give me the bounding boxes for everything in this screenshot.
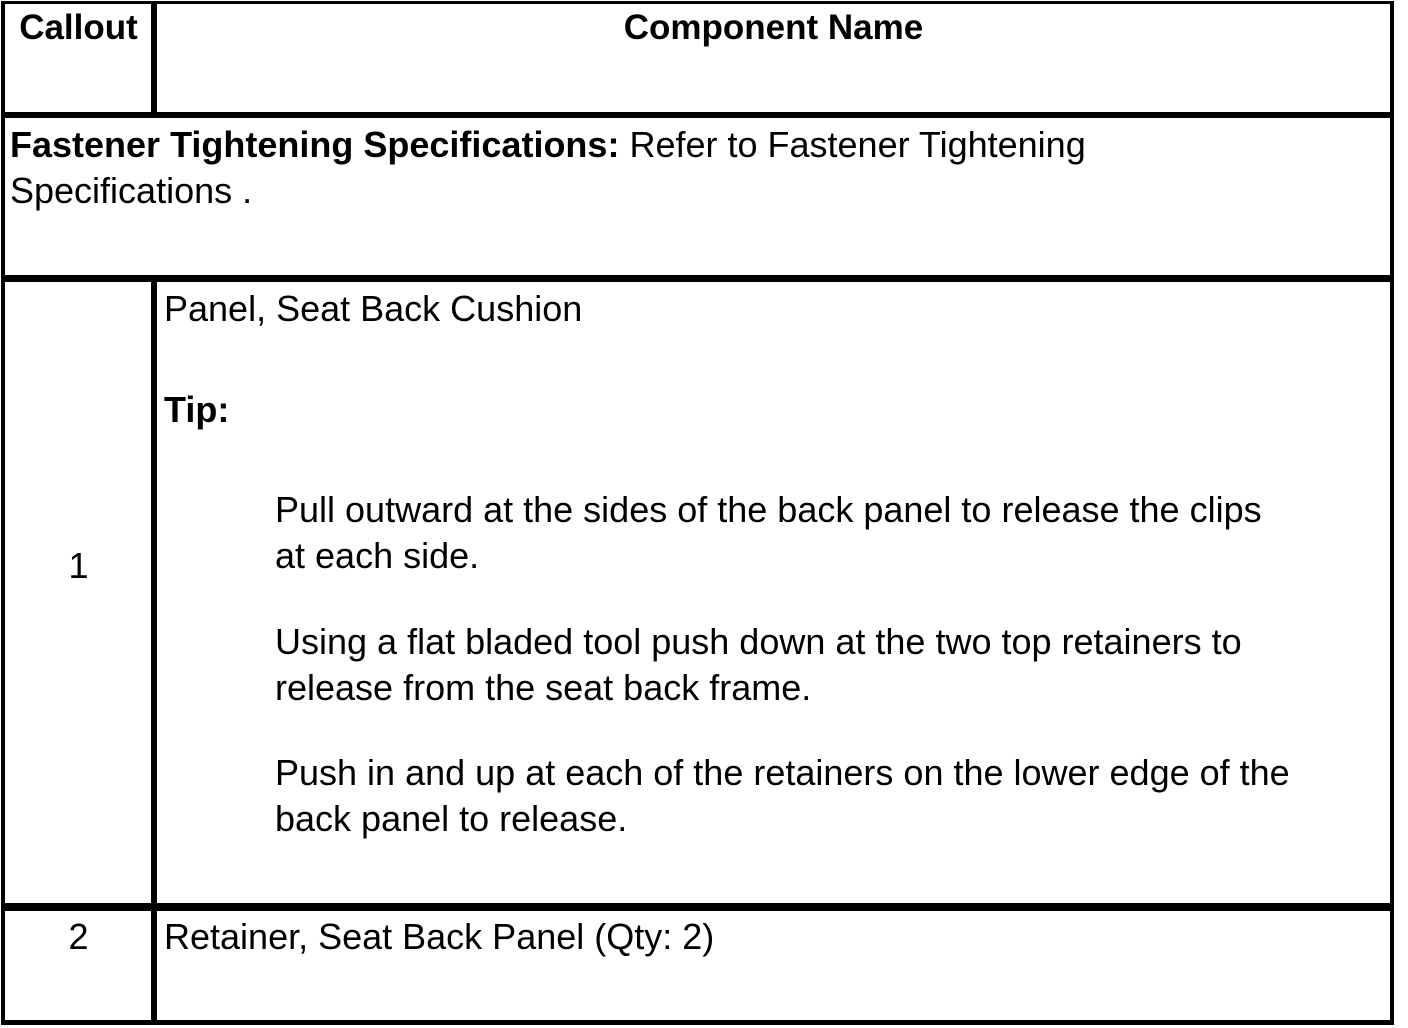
row-1-tip-1-line1: Pull outward at the sides of the back panel to release the clips (275, 489, 1262, 530)
row-1-tip-label: Tip: (164, 389, 230, 430)
row-1-tip-3-line2: back panel to release. (275, 798, 628, 839)
fastener-note-text-line1: Refer to Fastener Tightening (629, 124, 1086, 165)
fastener-note (10, 122, 1086, 168)
table-border-top (2, 1, 1394, 4)
row-1-callout: 1 (68, 545, 89, 586)
table-column-divider-rows (151, 280, 157, 1025)
row-1-tip-3-line1: Push in and up at each of the retainers on the lower edge of the (275, 752, 1290, 793)
header-component-name: Component Name (623, 8, 924, 47)
header-callout: Callout (19, 8, 138, 47)
row-1-tip-2-line1: Using a flat bladed tool push down at the two top retainers to (275, 621, 1242, 662)
fastener-note-label: Fastener Tightening Specifications: (10, 124, 620, 165)
row-1-component: Panel, Seat Back Cushion (164, 288, 583, 329)
table-border-right (1390, 1, 1394, 1025)
row-1-tip-2-line2: release from the seat back frame. (275, 667, 812, 708)
table-rule-header-bottom (2, 112, 1394, 118)
table-border-bottom (2, 1020, 1394, 1025)
fastener-note-text-line2: Specifications . (10, 170, 253, 211)
table-rule-row1-bottom (2, 903, 1394, 911)
row-2-component: Retainer, Seat Back Panel (Qty: 2) (164, 916, 715, 957)
table-border-left (1, 1, 5, 1025)
row-1-tip-1-line2: at each side. (275, 535, 480, 576)
table-rule-fastener-bottom (2, 275, 1394, 282)
row-2-callout: 2 (68, 916, 89, 957)
